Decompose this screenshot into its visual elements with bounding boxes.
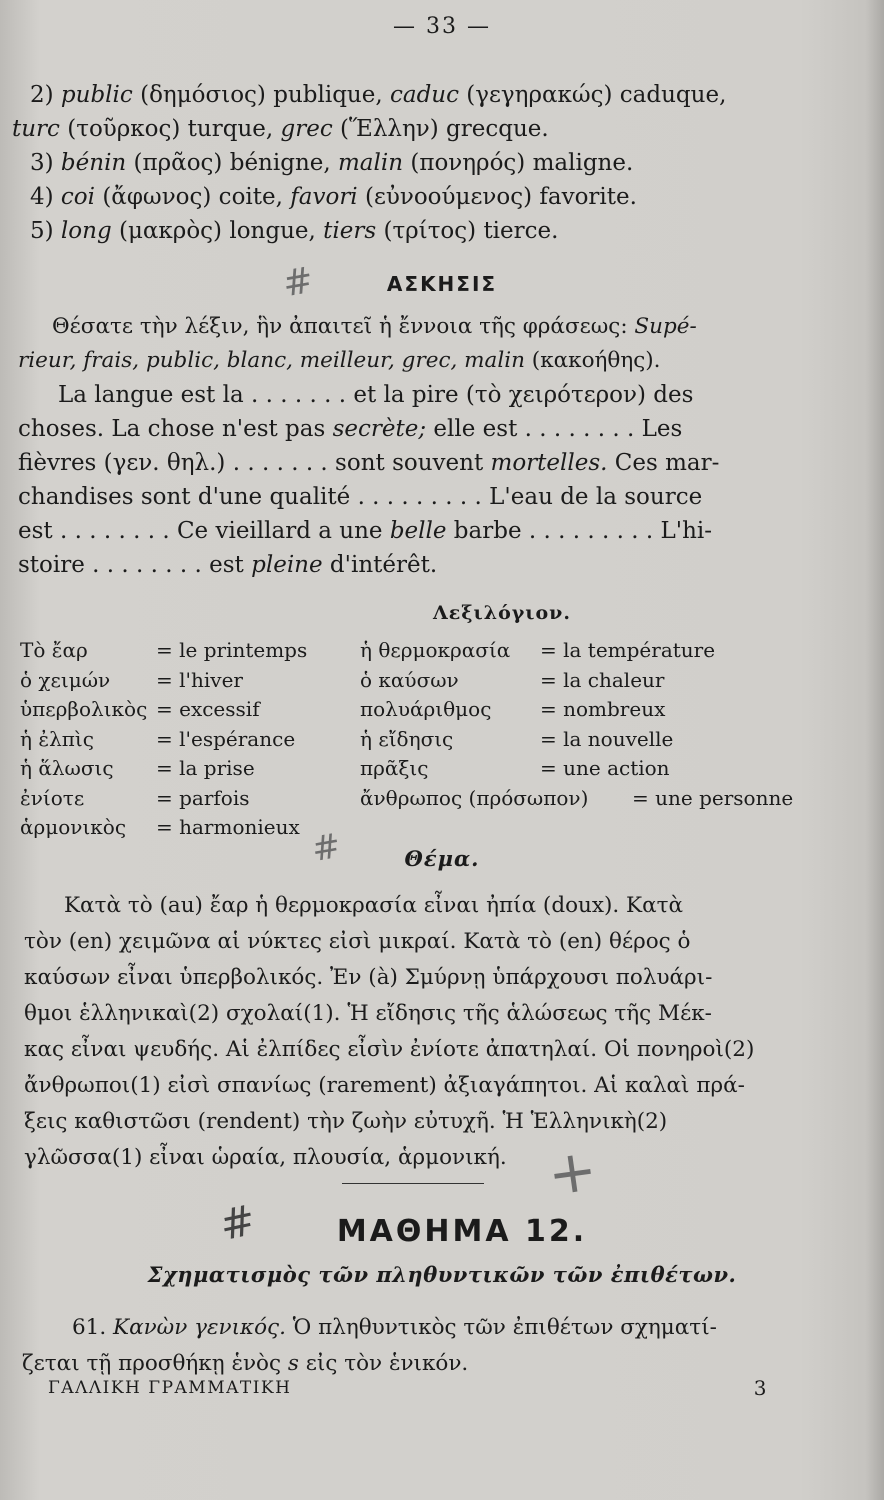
example-segment: (τοῦρκος) turque, xyxy=(59,116,281,142)
vocab-french-right: = la nouvelle xyxy=(540,726,674,751)
vocab-title: Λεξιλόγιον. xyxy=(433,602,571,624)
exercise-segment: mortelles. xyxy=(490,450,608,476)
example-segment: grec xyxy=(280,116,333,142)
theme-line: κας εἶναι ψευδής. Αἱ ἐλπίδες εἶσὶν ἐνίοτε ἀπατηλαί. Οἱ πονηροὶ(2) xyxy=(24,1037,755,1062)
section-divider xyxy=(342,1183,484,1184)
exercise-segment: stoire . . . . . . . . est xyxy=(18,552,252,578)
exercise-segment: Θέσατε τὴν λέξιν, ἣν ἀπαιτεῖ ἡ ἔννοια τῆς φράσεως: xyxy=(52,314,635,339)
example-segment: favori xyxy=(290,184,358,210)
example-segment: (δημόσιος) publique, xyxy=(132,82,390,108)
vocab-greek-left: ἡ ἅλωσις xyxy=(20,756,114,780)
rule-line xyxy=(22,1310,812,1346)
example-segment: (πονηρός) maligne. xyxy=(403,150,634,176)
example-segment: caduc xyxy=(389,82,459,108)
exercise-segment: (κακοήθης). xyxy=(524,348,661,373)
exercise-line xyxy=(18,514,808,548)
rule-segment: ζεται τῇ προσθήκῃ ἑνὸς xyxy=(22,1351,288,1376)
exercise-segment: barbe . . . . . . . . . L'hi- xyxy=(446,518,713,544)
vocab-greek-right: πρᾶξις xyxy=(360,756,429,780)
rule-segment: 61. xyxy=(72,1315,114,1340)
vocab-greek-left: ἐνίοτε xyxy=(20,785,85,810)
example-line xyxy=(30,180,810,214)
exercise-line xyxy=(18,310,808,344)
theme-block xyxy=(24,888,814,1176)
exercise-segment: Ces mar- xyxy=(607,450,720,476)
exercise-line xyxy=(18,412,808,446)
example-segment: tiers xyxy=(323,218,377,244)
footer-book-title: ΓΑΛΛΙΚΗ ΓΡΑΜΜΑΤΙΚΗ xyxy=(48,1378,292,1398)
example-line xyxy=(12,112,810,146)
rule-segment: εἰς τὸν ἑνικόν. xyxy=(298,1351,469,1376)
example-segment: (ἄφωνος) coite, xyxy=(95,184,291,210)
vocab-row xyxy=(20,784,800,814)
vocab-french-left: = harmonieux xyxy=(156,815,300,839)
example-segment: 3) xyxy=(30,150,61,176)
theme-line: τὸν (en) χειμῶνα αἱ νύκτες εἰσὶ μικραί. Κατὰ τὸ (en) θέρος ὁ xyxy=(24,929,691,954)
example-segment: bénin xyxy=(60,150,127,176)
example-line xyxy=(30,78,810,112)
vocab-french-left: = excessif xyxy=(156,697,260,721)
footer-signature-number: 3 xyxy=(753,1376,768,1400)
example-segment: 4) xyxy=(30,184,61,210)
example-segment: (γεγηρακώς) caduque, xyxy=(458,82,727,108)
rule-segment: Ὁ πληθυντικὸς τῶν ἐπιθέτων σχηματί- xyxy=(285,1315,717,1340)
exercise-line xyxy=(18,480,808,514)
example-segment: 5) xyxy=(30,218,61,244)
exercise-segment: elle est . . . . . . . . Les xyxy=(426,416,683,442)
vocab-row xyxy=(20,666,800,696)
vocab-french-right: = la chaleur xyxy=(540,667,665,692)
pencil-hash-mark: # xyxy=(279,259,317,306)
vocab-greek-left: Τὸ ἔαρ xyxy=(20,638,88,662)
example-segment: (εὐνοούμενος) favorite. xyxy=(357,184,637,210)
example-segment: turc xyxy=(12,116,60,142)
rule-line xyxy=(22,1346,812,1382)
theme-line: Κατὰ τὸ (au) ἔαρ ἡ θερμοκρασία εἶναι ἠπία (doux). Κατὰ xyxy=(64,893,684,918)
vocab-greek-left: ἁρμονικὸς xyxy=(20,815,127,839)
vocab-french-right: = une action xyxy=(540,756,670,780)
exercise-segment: secrète; xyxy=(332,416,427,442)
rule-segment: Κανὼν γενικός. xyxy=(113,1315,286,1340)
exercise-segment: rieur, frais, public, blanc, meilleur, grec, malin xyxy=(18,348,525,373)
exercise-line xyxy=(18,378,808,412)
vocab-french-right: = nombreux xyxy=(540,697,666,721)
exercise-line xyxy=(18,344,808,378)
example-segment: coi xyxy=(60,184,96,210)
exercise-segment: La langue est la . . . . . . . et la pire (τὸ χειρότερον) des xyxy=(58,382,694,408)
vocab-french-left: = l'hiver xyxy=(156,667,243,692)
vocab-greek-left: ὑπερβολικὸς xyxy=(20,697,148,721)
theme-title: Θέμα. xyxy=(404,846,480,871)
vocab-row xyxy=(20,813,800,843)
vocab-row xyxy=(20,725,800,755)
exercise-segment: d'intérêt. xyxy=(322,552,438,578)
vocab-greek-right: ἄνθρωπος (πρόσωπον) xyxy=(360,785,589,810)
example-segment: 2) xyxy=(30,82,61,108)
vocab-table xyxy=(20,636,800,843)
rule-segment: s xyxy=(287,1351,299,1376)
lesson-title: ΜΑΘΗΜΑ 12. xyxy=(336,1214,588,1249)
exercise-segment: belle xyxy=(389,518,447,544)
example-segment: malin xyxy=(338,150,404,176)
vocab-greek-right: ἡ εἴδησις xyxy=(360,726,454,751)
example-line xyxy=(30,146,810,180)
rule-block xyxy=(22,1310,812,1382)
vocab-french-right: = une personne xyxy=(632,785,794,810)
theme-line: καύσων εἶναι ὑπερβολικός. Ἐν (à) Σμύρνῃ ὑπάρχουσι πολυάρι- xyxy=(24,965,713,990)
page-number: — 33 — xyxy=(393,14,491,39)
example-segment: public xyxy=(60,82,133,108)
examples-block xyxy=(12,78,810,248)
example-segment: (τρίτος) tierce. xyxy=(376,218,559,244)
vocab-greek-left: ὁ χειμών xyxy=(20,667,111,692)
page-footer xyxy=(48,1378,768,1398)
vocab-greek-right: ἡ θερμοκρασία xyxy=(360,638,511,662)
vocab-greek-right: πολυάριθμος xyxy=(360,697,492,721)
exercise-line xyxy=(18,548,808,582)
exercise-line xyxy=(18,446,808,480)
exercise-segment: Supé- xyxy=(634,314,697,339)
vocab-greek-left: ἡ ἐλπὶς xyxy=(20,726,94,751)
vocab-row xyxy=(20,695,800,725)
exercise-block xyxy=(18,310,808,582)
example-segment: (μακρὸς) longue, xyxy=(111,218,324,244)
exercise-segment: fièvres (γεν. θηλ.) . . . . . . . sont souvent xyxy=(18,450,491,476)
theme-line: θμοι ἑλληνικαὶ(2) σχολαί(1). Ἡ εἴδησις τῆς ἁλώσεως τῆς Μέκ- xyxy=(24,1001,712,1026)
vocab-greek-right: ὁ καύσων xyxy=(360,667,459,692)
vocab-row xyxy=(20,636,800,666)
exercise-segment: est . . . . . . . . Ce vieillard a une xyxy=(18,518,390,544)
theme-line: γλῶσσα(1) εἶναι ὡραία, πλουσία, ἁρμονική. xyxy=(24,1145,507,1170)
exercise-segment: pleine xyxy=(251,552,323,578)
exercise-title: ΑΣΚΗΣΙΣ xyxy=(386,272,498,296)
pencil-mark: + xyxy=(543,1134,602,1210)
vocab-french-left: = la prise xyxy=(156,756,255,780)
vocab-french-right: = la température xyxy=(540,638,716,662)
theme-line: ξεις καθιστῶσι (rendent) τὴν ζωὴν εὐτυχῆ. Ἡ Ἑλληνικὴ(2) xyxy=(24,1109,668,1134)
theme-line: ἄνθρωποι(1) εἰσὶ σπανίως (rarement) ἀξιαγάπητοι. Αἱ καλαὶ πρά- xyxy=(24,1073,745,1098)
lesson-subtitle: Σχηματισμὸς τῶν πληθυντικῶν τῶν ἐπιθέτων. xyxy=(147,1262,737,1287)
pencil-hash-mark-3: # xyxy=(215,1194,260,1251)
pencil-hash-mark-2: # xyxy=(308,825,344,871)
exercise-segment: chandises sont d'une qualité . . . . . . . . . L'eau de la source xyxy=(18,484,703,510)
vocab-row xyxy=(20,754,800,784)
exercise-segment: choses. La chose n'est pas xyxy=(18,416,333,442)
example-segment: (Ἕλλην) grecque. xyxy=(332,116,549,142)
vocab-french-left: = parfois xyxy=(156,785,250,810)
example-segment: (πρᾶος) bénigne, xyxy=(126,150,338,176)
vocab-french-left: = l'espérance xyxy=(156,726,296,751)
example-segment: long xyxy=(60,218,112,244)
example-line xyxy=(30,214,810,248)
vocab-french-left: = le printemps xyxy=(156,638,308,662)
